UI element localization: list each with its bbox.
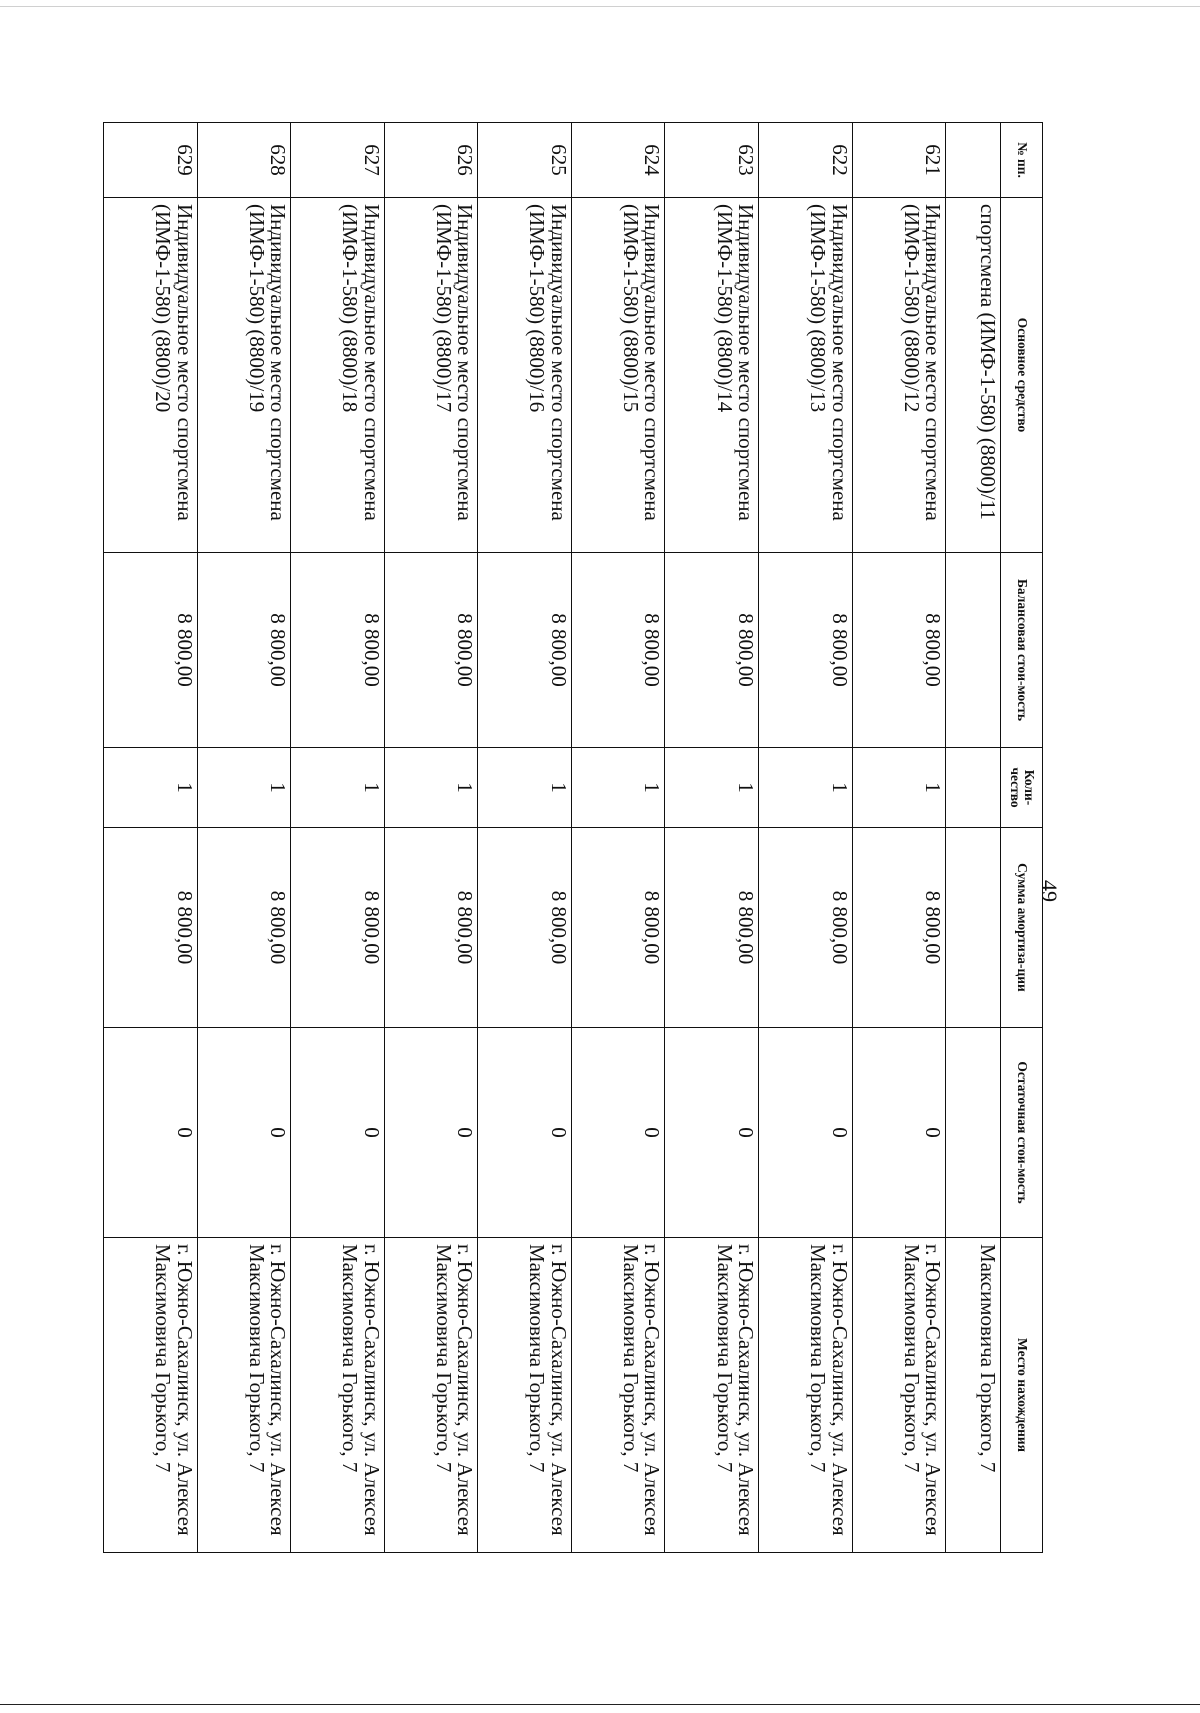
scan-edge-top [0, 0, 1200, 7]
cell-qty: 1 [665, 748, 759, 828]
cell-no [946, 123, 1001, 198]
cell-qty: 1 [478, 748, 572, 828]
cell-qty [946, 748, 1001, 828]
cell-balance: 8 800,00 [197, 553, 291, 748]
cell-amortization: 8 800,00 [384, 828, 478, 1028]
table-row [197, 123, 291, 1553]
cell-no: 623 [665, 123, 759, 198]
cell-location: г. Южно-Сахалинск, ул. Алексея Максимовича Горького, 7 [478, 1238, 572, 1553]
cell-residual [946, 1028, 1001, 1238]
asset-table [103, 122, 1043, 1553]
cell-asset: Индивидуальное место спортсмена (ИМФ-1-580) (8800)/12 [852, 198, 946, 553]
cell-asset: Индивидуальное место спортсмена (ИМФ-1-580) (8800)/16 [478, 198, 572, 553]
cell-amortization [946, 828, 1001, 1028]
cell-amortization: 8 800,00 [104, 828, 198, 1028]
cell-amortization: 8 800,00 [478, 828, 572, 1028]
cell-qty: 1 [104, 748, 198, 828]
cell-no: 629 [104, 123, 198, 198]
cell-asset: Индивидуальное место спортсмена (ИМФ-1-580) (8800)/18 [291, 198, 385, 553]
header-residual: Остаточная стои-мость [1001, 1028, 1043, 1238]
cell-location: г. Южно-Сахалинск, ул. Алексея Максимовича Горького, 7 [197, 1238, 291, 1553]
cell-asset: Индивидуальное место спортсмена (ИМФ-1-580) (8800)/15 [571, 198, 665, 553]
cell-qty: 1 [571, 748, 665, 828]
header-no: № пп. [1001, 123, 1043, 198]
cell-amortization: 8 800,00 [571, 828, 665, 1028]
cell-qty: 1 [197, 748, 291, 828]
cell-balance: 8 800,00 [478, 553, 572, 748]
table-row [759, 123, 853, 1553]
cell-balance: 8 800,00 [665, 553, 759, 748]
header-amortization: Сумма амортиза-ции [1001, 828, 1043, 1028]
cell-location: г. Южно-Сахалинск, ул. Алексея Максимовича Горького, 7 [759, 1238, 853, 1553]
table-header-row [1001, 123, 1043, 1553]
cell-asset: Индивидуальное место спортсмена (ИМФ-1-580) (8800)/20 [104, 198, 198, 553]
cell-residual: 0 [104, 1028, 198, 1238]
cell-no: 624 [571, 123, 665, 198]
cell-qty: 1 [852, 748, 946, 828]
continuation-row [946, 123, 1001, 1553]
cell-residual: 0 [197, 1028, 291, 1238]
header-balance: Балансовая стои-мость [1001, 553, 1043, 748]
cell-residual: 0 [571, 1028, 665, 1238]
cell-residual: 0 [478, 1028, 572, 1238]
cell-location: Максимовича Горького, 7 [946, 1238, 1001, 1553]
cell-no: 627 [291, 123, 385, 198]
cell-no: 625 [478, 123, 572, 198]
cell-no: 621 [852, 123, 946, 198]
cell-asset: Индивидуальное место спортсмена (ИМФ-1-580) (8800)/13 [759, 198, 853, 553]
table-row [852, 123, 946, 1553]
rotated-table-wrapper [103, 122, 1043, 1552]
header-location: Место нахождения [1001, 1238, 1043, 1553]
cell-residual: 0 [852, 1028, 946, 1238]
cell-asset: Индивидуальное место спортсмена (ИМФ-1-580) (8800)/19 [197, 198, 291, 553]
header-asset: Основное средство [1001, 198, 1043, 553]
cell-balance: 8 800,00 [571, 553, 665, 748]
cell-qty: 1 [759, 748, 853, 828]
cell-asset: спортсмена (ИМФ-1-580) (8800)/11 [946, 198, 1001, 553]
scan-edge-bottom [0, 1704, 1200, 1705]
cell-asset: Индивидуальное место спортсмена (ИМФ-1-580) (8800)/17 [384, 198, 478, 553]
cell-balance: 8 800,00 [104, 553, 198, 748]
table-row [571, 123, 665, 1553]
table-row [384, 123, 478, 1553]
cell-location: г. Южно-Сахалинск, ул. Алексея Максимовича Горького, 7 [291, 1238, 385, 1553]
table-row [478, 123, 572, 1553]
cell-residual: 0 [665, 1028, 759, 1238]
cell-amortization: 8 800,00 [291, 828, 385, 1028]
cell-residual: 0 [291, 1028, 385, 1238]
cell-location: г. Южно-Сахалинск, ул. Алексея Максимовича Горького, 7 [384, 1238, 478, 1553]
cell-residual: 0 [384, 1028, 478, 1238]
table-row [291, 123, 385, 1553]
table-row [665, 123, 759, 1553]
header-qty: Коли-чество [1001, 748, 1043, 828]
cell-balance [946, 553, 1001, 748]
cell-balance: 8 800,00 [759, 553, 853, 748]
cell-residual: 0 [759, 1028, 853, 1238]
cell-balance: 8 800,00 [852, 553, 946, 748]
table-row [104, 123, 198, 1553]
cell-asset: Индивидуальное место спортсмена (ИМФ-1-580) (8800)/14 [665, 198, 759, 553]
cell-no: 622 [759, 123, 853, 198]
cell-qty: 1 [291, 748, 385, 828]
cell-balance: 8 800,00 [384, 553, 478, 748]
cell-amortization: 8 800,00 [759, 828, 853, 1028]
cell-amortization: 8 800,00 [665, 828, 759, 1028]
page-number: 49 [1037, 880, 1062, 902]
cell-amortization: 8 800,00 [197, 828, 291, 1028]
cell-location: г. Южно-Сахалинск, ул. Алексея Максимовича Горького, 7 [852, 1238, 946, 1553]
cell-location: г. Южно-Сахалинск, ул. Алексея Максимовича Горького, 7 [571, 1238, 665, 1553]
cell-no: 628 [197, 123, 291, 198]
cell-location: г. Южно-Сахалинск, ул. Алексея Максимовича Горького, 7 [665, 1238, 759, 1553]
cell-no: 626 [384, 123, 478, 198]
cell-amortization: 8 800,00 [852, 828, 946, 1028]
cell-location: г. Южно-Сахалинск, ул. Алексея Максимовича Горького, 7 [104, 1238, 198, 1553]
cell-balance: 8 800,00 [291, 553, 385, 748]
cell-qty: 1 [384, 748, 478, 828]
